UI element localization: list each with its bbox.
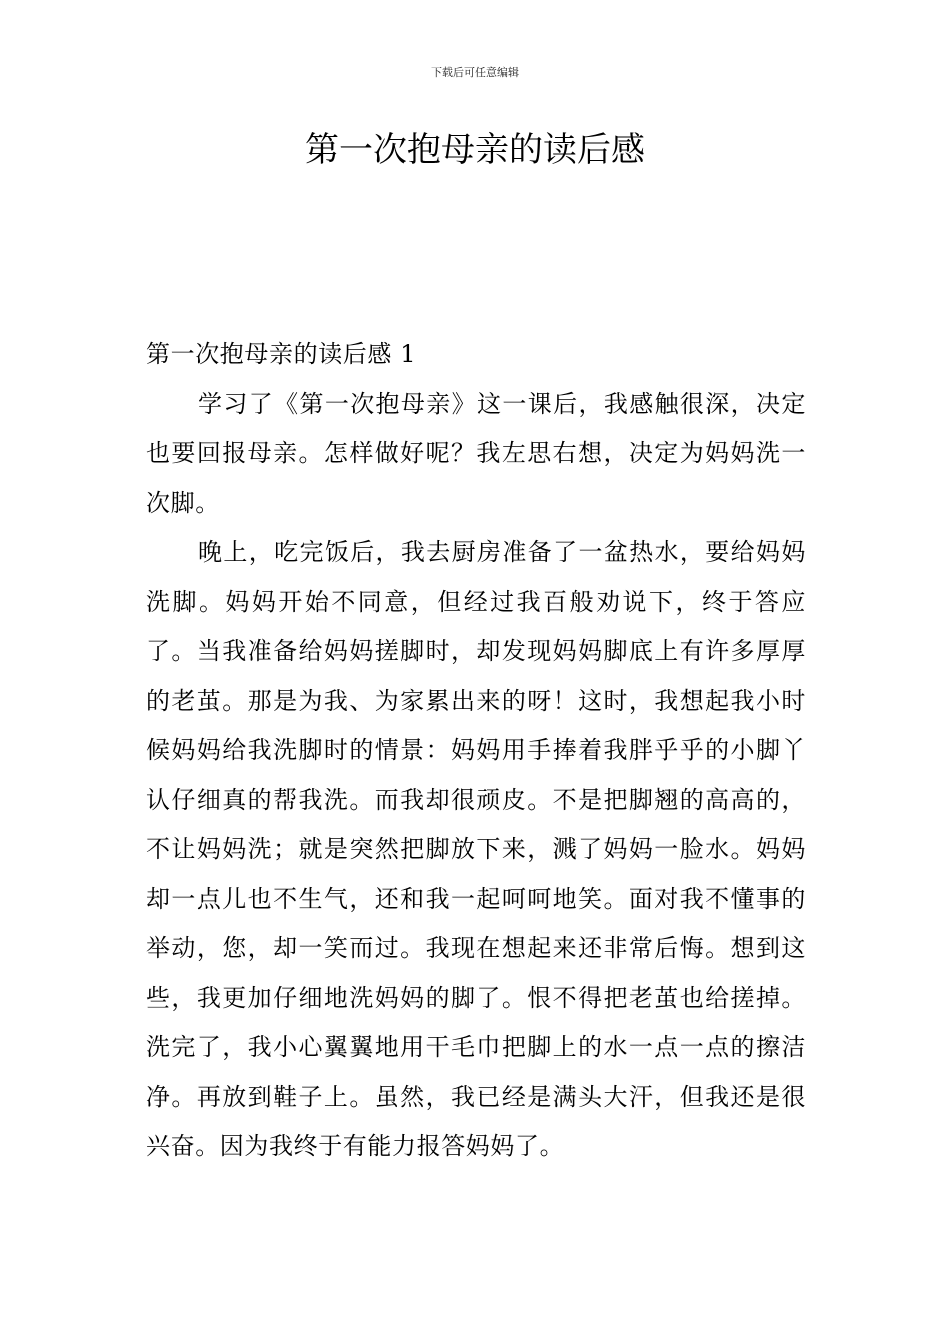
document-title: 第一次抱母亲的读后感 — [305, 130, 645, 170]
section-heading: 第一次抱母亲的读后感 1 — [146, 340, 417, 368]
paragraph-1: 学习了《第一次抱母亲》这一课后，我感触很深，决定也要回报母亲。怎样做好呢？我左思右想，决定为妈妈洗一次脚。 — [146, 389, 806, 517]
paragraph-2: 晚上，吃完饭后，我去厨房准备了一盆热水，要给妈妈洗脚。妈妈开始不同意，但经过我百般劝说下，终于答应了。当我准备给妈妈搓脚时，却发现妈妈脚底上有许多厚厚的老茧。那是为我、为家累出来的呀！这时，我想起我小时候妈妈给我洗脚时的情景：妈妈用手捧着我胖乎乎的小脚丫认仔细真的帮我洗。而我却很顽皮。不是把脚翘的高高的，不让妈妈洗；就是突然把脚放下来，溅了妈妈一脸水。妈妈却一点儿也不生气，还和我一起呵呵地笑。面对我不懂事的举动，您，却一笑而过。我现在想起来还非常后悔。想到这些，我更加仔细地洗妈妈的脚了。恨不得把老茧也给搓掉。洗完了，我小心翼翼地用干毛巾把脚上的水一点一点的擦洁净。再放到鞋子上。虽然，我已经是满头大汗，但我还是很兴奋。因为我终于有能力报答妈妈了。 — [146, 538, 806, 1160]
document-body — [146, 330, 806, 1172]
header-note: 下载后可任意编辑 — [431, 66, 519, 79]
